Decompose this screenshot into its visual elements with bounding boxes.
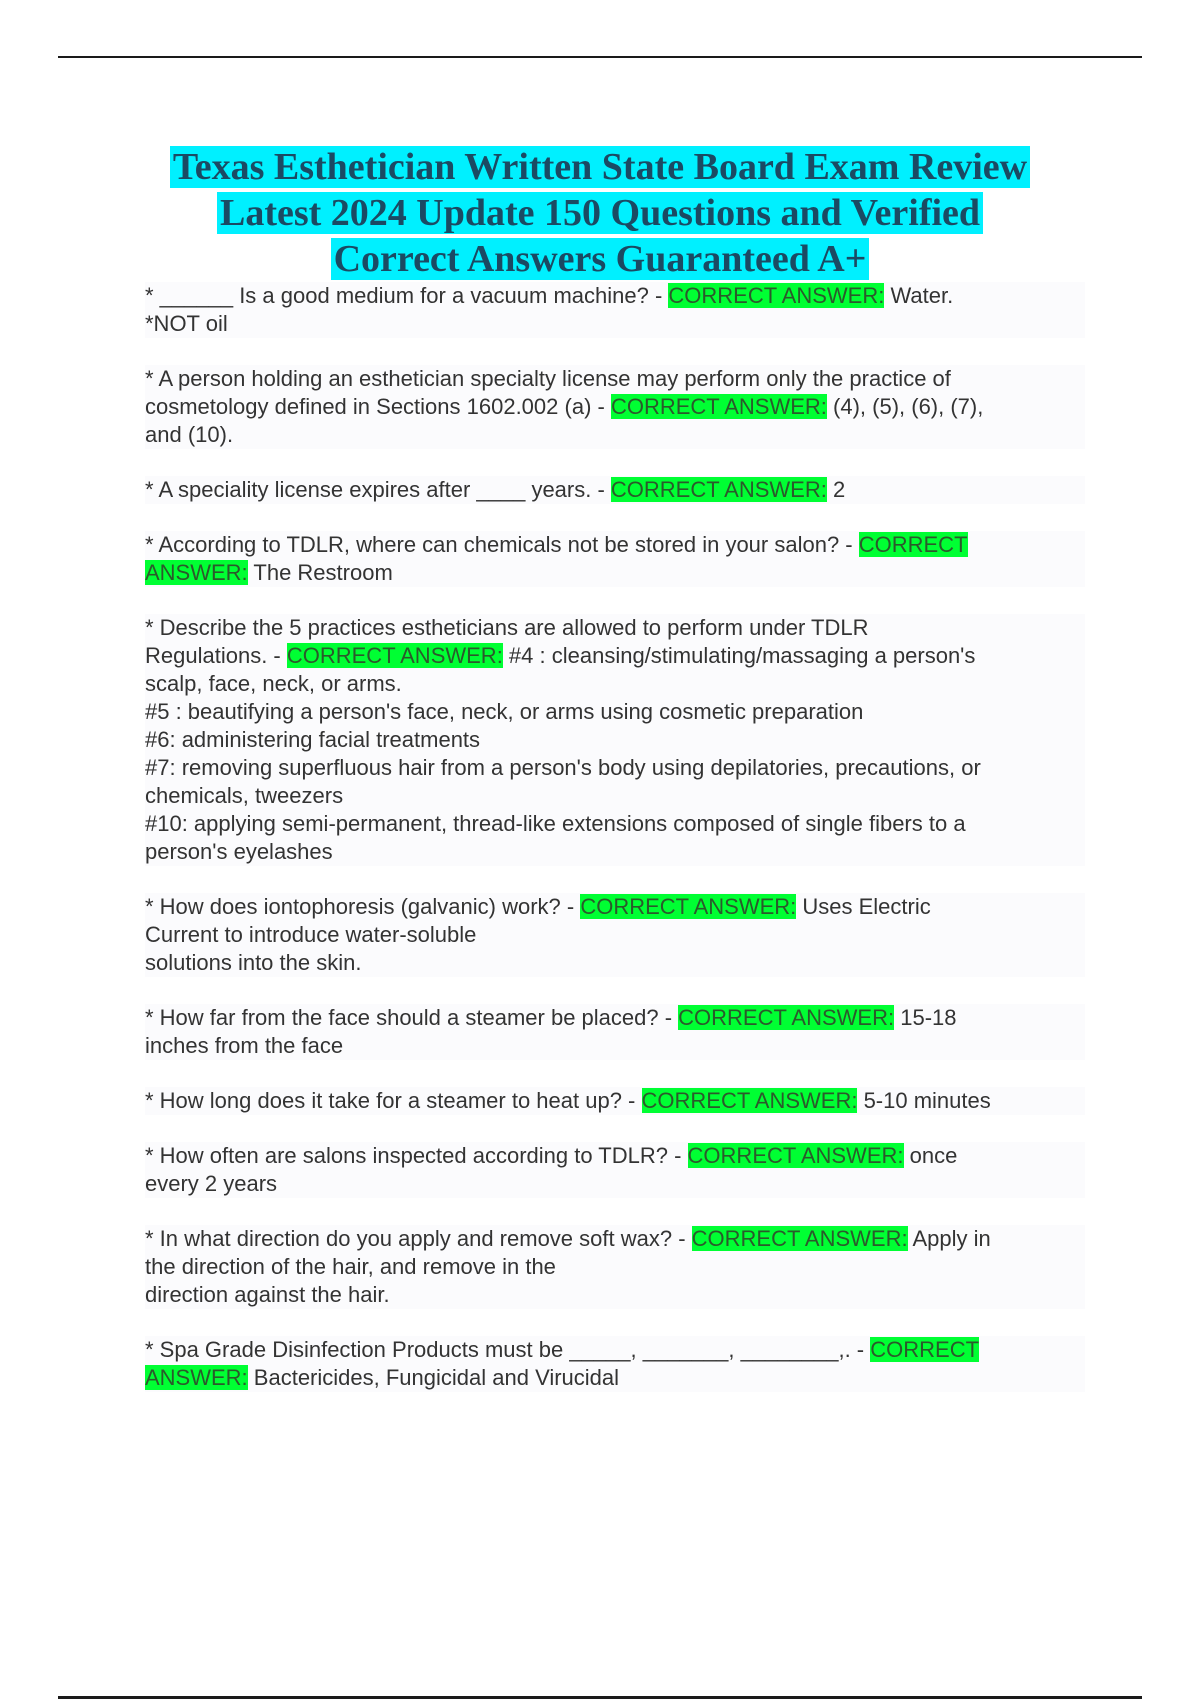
text-line — [145, 893, 1085, 921]
qa-item — [145, 1087, 1085, 1115]
correct-answer-label: ANSWER: — [145, 560, 248, 585]
text-line — [145, 531, 1085, 559]
text-line — [145, 642, 1085, 670]
text-line — [145, 1004, 1085, 1032]
title-line — [100, 236, 1100, 282]
correct-answer-label: CORRECT — [870, 1337, 980, 1362]
answer-text: #4 : cleansing/stimulating/massaging a person's — [502, 643, 976, 668]
text-line: #10: applying semi-permanent, thread-like extensions composed of single fibers to a — [145, 811, 966, 836]
text-line — [145, 559, 1085, 587]
title-line — [100, 190, 1100, 236]
question-text: * ______ Is a good medium for a vacuum machine? - — [145, 283, 669, 308]
text-line: and (10). — [145, 422, 234, 447]
document-title — [100, 144, 1100, 282]
text-line: #5 : beautifying a person's face, neck, or arms using cosmetic preparation — [145, 699, 864, 724]
qa-item — [145, 1004, 1085, 1060]
answer-text: 2 — [826, 477, 846, 502]
answer-text: (4), (5), (6), (7), — [826, 394, 984, 419]
correct-answer-label: CORRECT ANSWER: — [668, 283, 885, 308]
qa-item — [145, 1225, 1085, 1309]
question-text: * How often are salons inspected according to TDLR? - — [145, 1143, 688, 1168]
title-highlight: Correct Answers Guaranteed A+ — [331, 238, 870, 280]
text-line: #6: administering facial treatments — [145, 727, 481, 752]
text-line: *NOT oil — [145, 311, 228, 336]
text-line — [145, 476, 1085, 504]
question-text: * Spa Grade Disinfection Products must be _____, _______, ________,. - — [145, 1337, 871, 1362]
correct-answer-label: CORRECT ANSWER: — [580, 894, 797, 919]
correct-answer-label: ANSWER: — [145, 1365, 248, 1390]
answer-text: Uses Electric — [796, 894, 931, 919]
correct-answer-label: CORRECT ANSWER: — [641, 1088, 858, 1113]
question-text: * How far from the face should a steamer be placed? - — [145, 1005, 679, 1030]
qa-item — [145, 1142, 1085, 1198]
correct-answer-label: CORRECT ANSWER: — [691, 1226, 908, 1251]
text-line: chemicals, tweezers — [145, 783, 344, 808]
text-line — [145, 1364, 1085, 1392]
question-text: * In what direction do you apply and remove soft wax? - — [145, 1226, 692, 1251]
text-line: person's eyelashes — [145, 839, 333, 864]
text-line — [145, 1087, 1085, 1115]
text-line: scalp, face, neck, or arms. — [145, 671, 402, 696]
question-text: Regulations. - — [145, 643, 287, 668]
correct-answer-label: CORRECT ANSWER: — [610, 477, 827, 502]
qa-item — [145, 614, 1085, 866]
answer-text: 5-10 minutes — [857, 1088, 991, 1113]
question-text: cosmetology defined in Sections 1602.002 (a) - — [145, 394, 611, 419]
text-line: * Describe the 5 practices estheticians are allowed to perform under TDLR — [145, 615, 869, 640]
qa-list — [145, 282, 1085, 1419]
text-line: solutions into the skin. — [145, 950, 362, 975]
answer-text: Bactericides, Fungicidal and Virucidal — [247, 1365, 620, 1390]
text-line — [145, 282, 1085, 310]
correct-answer-label: CORRECT ANSWER: — [687, 1143, 904, 1168]
answer-text: Apply in — [907, 1226, 991, 1251]
title-highlight: Latest 2024 Update 150 Questions and Verified — [217, 192, 983, 234]
text-line: Current to introduce water-soluble — [145, 922, 477, 947]
title-line — [100, 144, 1100, 190]
qa-item — [145, 282, 1085, 338]
text-line: every 2 years — [145, 1171, 278, 1196]
answer-text: once — [903, 1143, 958, 1168]
text-line — [145, 1142, 1085, 1170]
answer-text: 15-18 — [894, 1005, 957, 1030]
question-text: * According to TDLR, where can chemicals not be stored in your salon? - — [145, 532, 859, 557]
question-text: * A speciality license expires after ____ years. - — [145, 477, 611, 502]
text-line: #7: removing superfluous hair from a person's body using depilatories, precautions, or — [145, 755, 981, 780]
answer-text: Water. — [884, 283, 954, 308]
bottom-rule — [58, 1696, 1142, 1699]
correct-answer-label: CORRECT ANSWER: — [286, 643, 503, 668]
text-line: the direction of the hair, and remove in the — [145, 1254, 556, 1279]
qa-item — [145, 893, 1085, 977]
text-line: * A person holding an esthetician specialty license may perform only the practice of — [145, 366, 951, 391]
qa-item — [145, 476, 1085, 504]
qa-item — [145, 365, 1085, 449]
correct-answer-label: CORRECT — [858, 532, 968, 557]
qa-item — [145, 1336, 1085, 1392]
question-text: * How long does it take for a steamer to heat up? - — [145, 1088, 642, 1113]
correct-answer-label: CORRECT ANSWER: — [678, 1005, 895, 1030]
correct-answer-label: CORRECT ANSWER: — [610, 394, 827, 419]
top-rule — [58, 56, 1142, 58]
text-line — [145, 1336, 1085, 1364]
question-text: * How does iontophoresis (galvanic) work? - — [145, 894, 581, 919]
qa-item — [145, 531, 1085, 587]
text-line: inches from the face — [145, 1033, 344, 1058]
answer-text: The Restroom — [247, 560, 393, 585]
text-line — [145, 1225, 1085, 1253]
text-line — [145, 393, 1085, 421]
text-line: direction against the hair. — [145, 1282, 390, 1307]
title-highlight: Texas Esthetician Written State Board Exam Review — [170, 146, 1030, 188]
